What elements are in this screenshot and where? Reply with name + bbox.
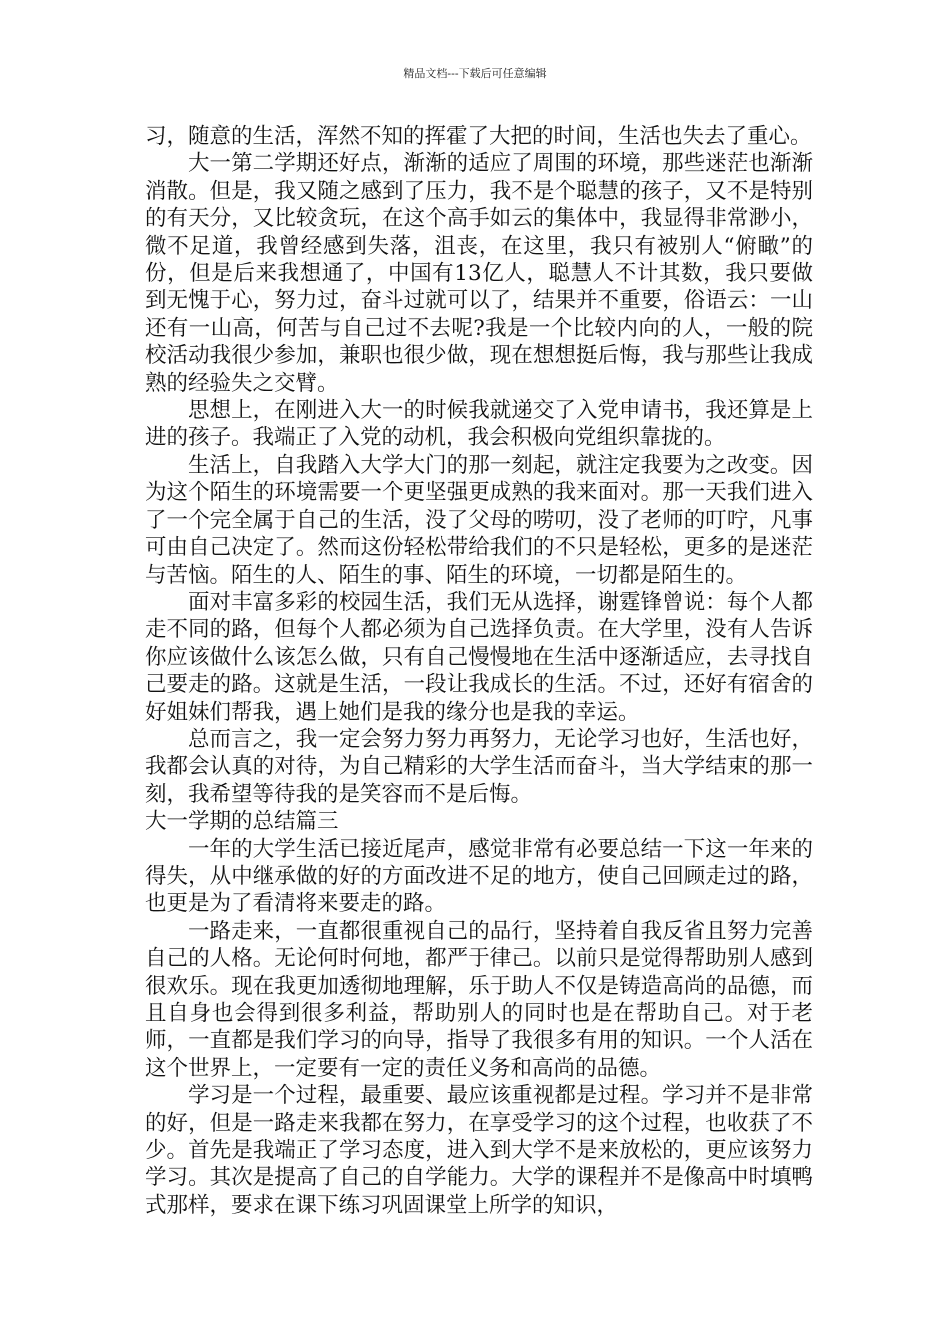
paragraph: 生活上，自我踏入大学大门的那一刻起，就注定我要为之改变。因为这个陌生的环境需要一个更坚强更成熟的我来面对。那一天我们进入了一个完全属于自己的生活，没了父母的唠叨，没了老师的叮咛，凡事可由自己决定了。然而这份轻松带给我们的不只是轻松，更多的是迷茫与苦恼。陌生的人、陌生的事、陌生的环境，一切都是陌生的。 xyxy=(145,452,813,588)
paragraph: 大一第二学期还好点，渐渐的适应了周围的环境，那些迷茫也渐渐消散。但是，我又随之感到了压力，我不是个聪慧的孩子，又不是特别的有天分，又比较贪玩，在这个高手如云的集体中，我显得非常渺小，微不足道，我曾经感到失落，沮丧，在这里，我只有被别人“俯瞰”的份，但是后来我想通了，中国有13亿人，聪慧人不计其数，我只要做到无愧于心，努力过，奋斗过就可以了，结果并不重要，俗语云：一山还有一山高，何苦与自己过不去呢?我是一个比较内向的人，一般的院校活动我很少参加，兼职也很少做，现在想想挺后悔，我与那些让我成熟的经验失之交臂。 xyxy=(145,151,813,396)
paragraph: 一年的大学生活已接近尾声，感觉非常有必要总结一下这一年来的得失，从中继承做的好的方面改进不足的地方，使自己回顾走过的路，也更是为了看清将来要走的路。 xyxy=(145,836,813,917)
document-body xyxy=(145,123,813,1219)
paragraph: 习，随意的生活，浑然不知的挥霍了大把的时间，生活也失去了重心。 xyxy=(145,124,812,149)
paragraph: 面对丰富多彩的校园生活，我们无从选择，谢霆锋曾说：每个人都走不同的路，但每个人都必须为自己选择负责。在大学里，没有人告诉你应该做什么该怎么做，只有自己慢慢地在生活中逐渐适应，去寻找自己要走的路。这就是生活，一段让我成长的生活。不过，还好有宿舍的好姐妹们帮我，遇上她们是我的缘分也是我的幸运。 xyxy=(145,589,813,725)
paragraph: 总而言之，我一定会努力努力再努力，无论学习也好，生活也好，我都会认真的对待，为自己精彩的大学生活而奋斗，当大学结束的那一刻，我希望等待我的是笑容而不是后悔。 xyxy=(145,726,813,807)
page-header: 精品文档---下载后可任意编辑 xyxy=(403,67,547,80)
paragraph: 学习是一个过程，最重要、最应该重视都是过程。学习并不是非常的好，但是一路走来我都在努力，在享受学习的这个过程，也收获了不少。首先是我端正了学习态度，进入到大学不是来放松的，更应该努力学习。其次是提高了自己的自学能力。大学的课程并不是像高中时填鸭式那样，要求在课下练习巩固课堂上所学的知识， xyxy=(145,1083,813,1218)
paragraph: 思想上，在刚进入大一的时候我就递交了入党申请书，我还算是上进的孩子。我端正了入党的动机，我会积极向党组织靠拢的。 xyxy=(145,398,813,451)
section-title: 大一学期的总结篇三 xyxy=(145,809,339,835)
paragraph: 一路走来，一直都很重视自己的品行，坚持着自我反省且努力完善自己的人格。无论何时何地，都严于律己。以前只是觉得帮助别人感到很欢乐。现在我更加透彻地理解，乐于助人不仅是铸造高尚的品德，而且自身也会得到很多利益，帮助别人的同时也是在帮助自己。对于老师，一直都是我们学习的向导，指导了我很多有用的知识。一个人活在这个世界上，一定要有一定的责任义务和高尚的品德。 xyxy=(145,918,813,1081)
